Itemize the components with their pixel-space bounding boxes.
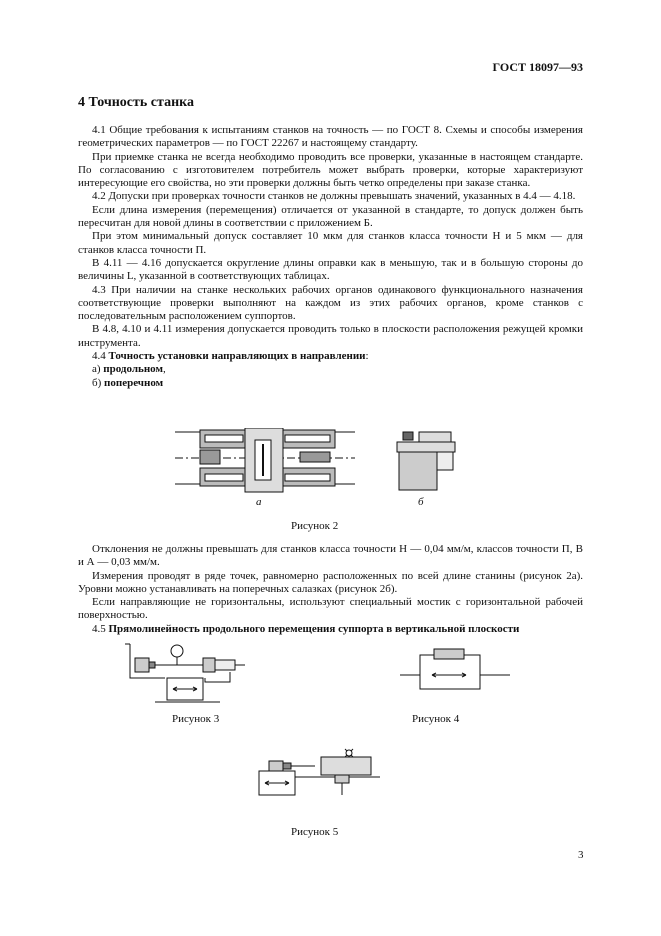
item-4-4-a: а) продольном, (92, 363, 166, 376)
paragraph-4-3b: В 4.8, 4.10 и 4.11 измерения допускается проводить только в плоскости расположения режущей кромки инструмента. (78, 323, 583, 349)
paragraph-4-1b: При приемке станка не всегда необходимо проводить все проверки, указанные в настоящем стандарте. По согласованию с изготовителем потребитель может выбрать проверки, которые характеризуют интересующие его свойства, но эти проверки должны быть четко определены при заказе станка. (78, 150, 583, 190)
figure-5-drawing (245, 745, 380, 800)
paragraph-4-2b: Если длина измерения (перемещения) отличается от указанной в стандарте, то допуск должен быть пересчитан для новой длины в соответствии с приложением Б. (78, 203, 583, 230)
paragraph-4-2: 4.2 Допуски при проверках точности станков не должны превышать значений, указанных в 4.4 — 4.18. (92, 190, 576, 203)
paragraph-deviation-2: Измерения проводят в ряде точек, равномерно расположенных по всей длине станины (рисунок 2а). Уровни можно устанавливать на поперечных салазках (рисунок 2б). (78, 569, 583, 595)
figure-3-drawing (125, 642, 255, 708)
page-number: 3 (578, 849, 584, 861)
paragraph-deviation-3: Если направляющие не горизонтальны, используют специальный мостик с горизонтальной рабочей поверхностью. (78, 596, 583, 622)
item-4-4-b: б) поперечном (92, 376, 164, 389)
paragraph-deviation-1: Отклонения не должны превышать для станков класса точности Н — 0,04 мм/м, классов точности П, В и А — 0,03 мм/м. (78, 543, 583, 569)
standard-header: ГОСТ 18097—93 (492, 60, 583, 74)
paragraph-4-2c: При этом минимальный допуск составляет 10 мкм для станков класса точности Н и 5 мкм — для станков класса точности П. (78, 230, 583, 256)
paragraph-4-5: 4.5 Прямолинейность продольного перемещения суппорта в вертикальной плоскости (92, 622, 520, 635)
figure-2-caption: Рисунок 2 (291, 520, 339, 532)
figure-4-drawing (400, 645, 510, 695)
figure-2b-label: б (418, 496, 424, 508)
paragraph-4-2d: В 4.11 — 4.16 допускается округление длины оправки как в меньшую, так и в большую стороны до величины L, указанной в соответствующих таблицах. (78, 256, 583, 283)
figure-5-caption: Рисунок 5 (291, 826, 339, 838)
paragraph-4-3: 4.3 При наличии на станке нескольких рабочих органов одинакового функционального назначения соответствующие проверки выполняют на каждом из этих рабочих органов, кроме станков с последовательным расположением суппортов. (78, 283, 583, 323)
paragraph-4-4: 4.4 Точность установки направляющих в направлении: (92, 350, 369, 363)
text-block-2 (78, 543, 583, 636)
figure-4-caption: Рисунок 4 (412, 713, 460, 725)
text-block-1 (78, 124, 583, 390)
figure-2b-drawing (395, 430, 459, 494)
paragraph-4-1: 4.1 Общие требования к испытаниям станков на точность — по ГОСТ 8. Схемы и способы измерения геометрических параметров — по ГОСТ 22267 и настоящему стандарту. (78, 124, 583, 150)
section-title: 4 Точность станка (78, 95, 194, 110)
figure-2a-drawing (175, 428, 355, 494)
figure-3-caption: Рисунок 3 (172, 713, 220, 725)
figure-2a-label: а (256, 496, 262, 508)
